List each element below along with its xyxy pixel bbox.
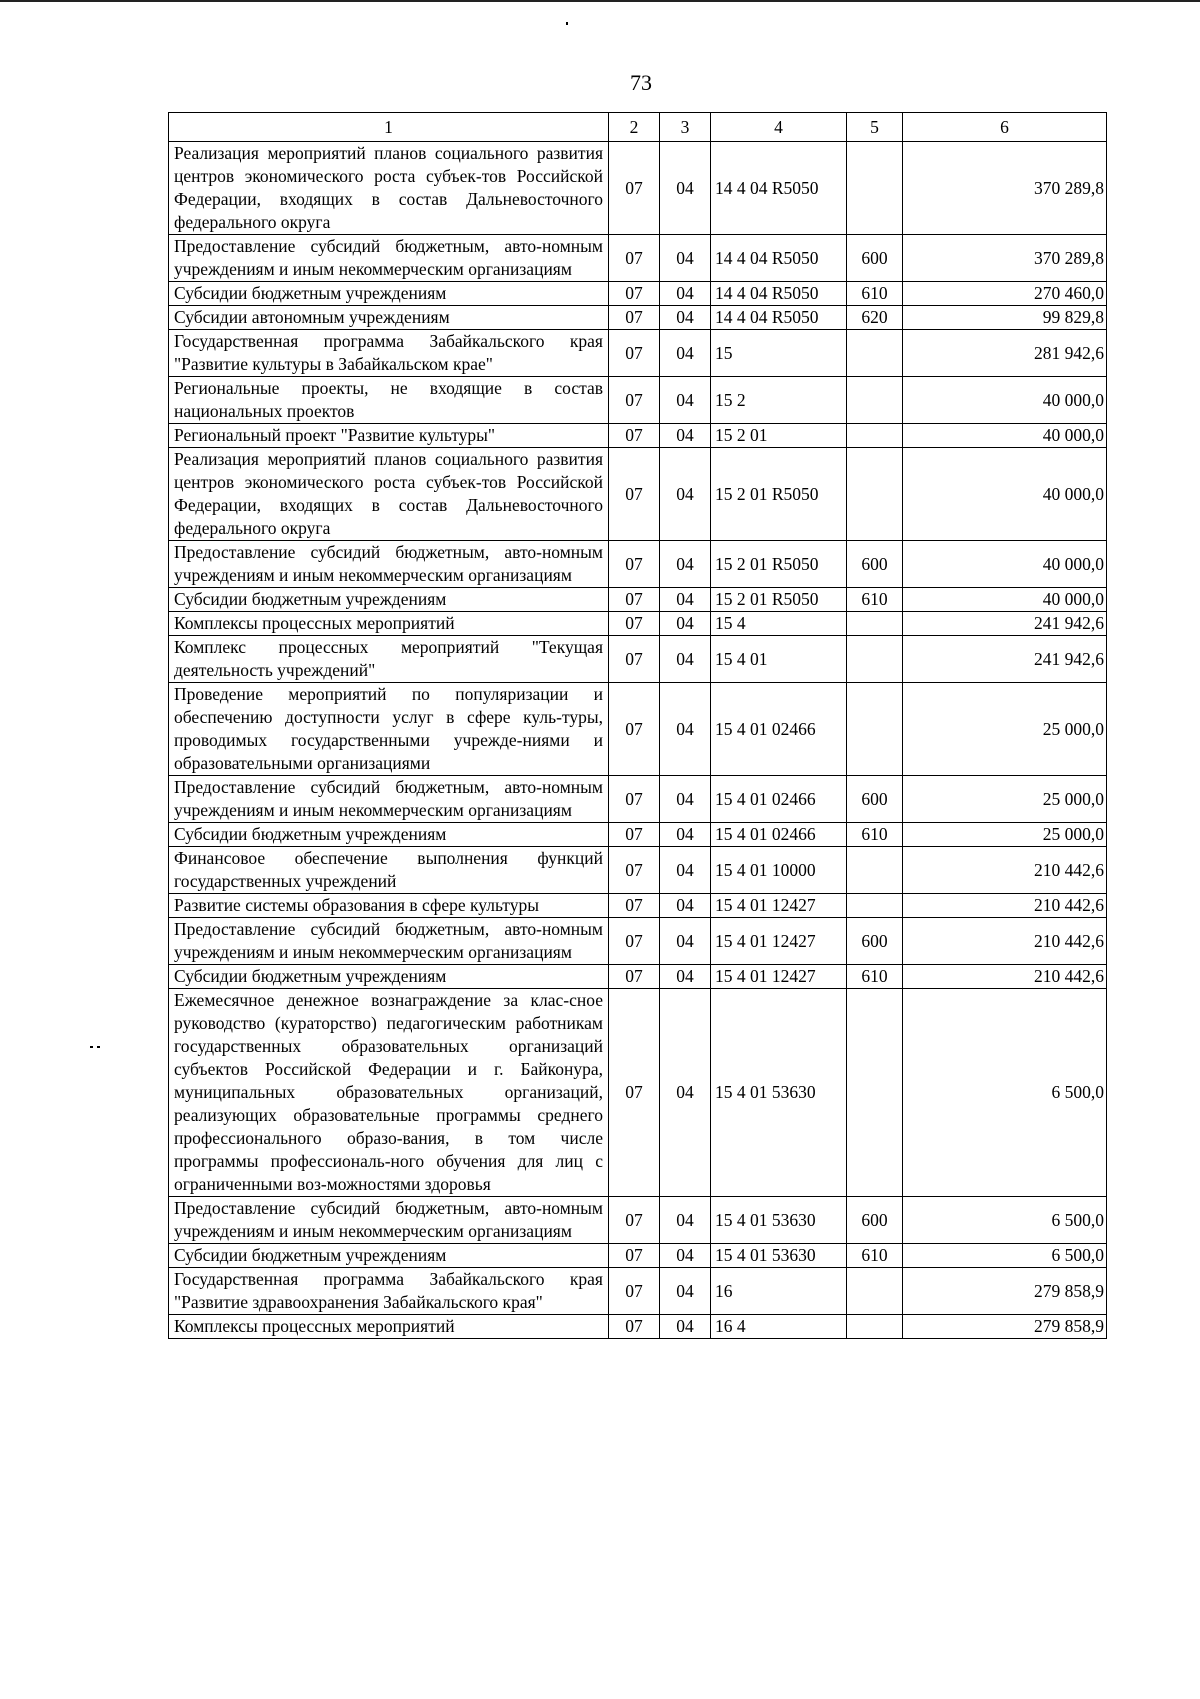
row-section-cell: 07 [609,142,660,235]
row-expense-type-cell: 610 [847,1244,903,1268]
row-section-cell: 07 [609,847,660,894]
row-target-article-cell: 15 [711,330,847,377]
row-target-article-cell: 15 2 01 [711,424,847,448]
scan-speck [90,1046,93,1048]
row-target-article-cell: 15 4 01 10000 [711,847,847,894]
table-row [169,377,1107,424]
row-subsection-cell: 04 [660,612,711,636]
row-expense-type-cell: 610 [847,282,903,306]
row-target-article-cell: 15 4 [711,612,847,636]
row-subsection-cell: 04 [660,142,711,235]
row-subsection-cell: 04 [660,377,711,424]
row-expense-type-cell: 610 [847,965,903,989]
row-section-cell: 07 [609,330,660,377]
row-section-cell: 07 [609,424,660,448]
row-section-cell: 07 [609,1268,660,1315]
row-amount-cell: 40 000,0 [903,588,1107,612]
row-target-article-cell: 15 4 01 53630 [711,989,847,1197]
row-amount-cell: 370 289,8 [903,142,1107,235]
table-row [169,306,1107,330]
row-section-cell: 07 [609,588,660,612]
row-amount-cell: 270 460,0 [903,282,1107,306]
row-amount-cell: 210 442,6 [903,965,1107,989]
row-name-cell: Комплексы процессных мероприятий [169,612,609,636]
row-amount-cell: 210 442,6 [903,847,1107,894]
row-target-article-cell: 14 4 04 R5050 [711,142,847,235]
row-name-cell: Региональные проекты, не входящие в состав национальных проектов [169,377,609,424]
row-target-article-cell: 16 4 [711,1315,847,1339]
row-name-cell: Финансовое обеспечение выполнения функций государственных учреждений [169,847,609,894]
row-expense-type-cell [847,612,903,636]
row-subsection-cell: 04 [660,847,711,894]
row-amount-cell: 6 500,0 [903,1244,1107,1268]
header-col-1: 1 [169,113,609,142]
row-section-cell: 07 [609,1244,660,1268]
row-subsection-cell: 04 [660,1197,711,1244]
row-subsection-cell: 04 [660,541,711,588]
row-target-article-cell: 15 4 01 12427 [711,894,847,918]
row-name-cell: Субсидии автономным учреждениям [169,306,609,330]
row-section-cell: 07 [609,823,660,847]
row-amount-cell: 241 942,6 [903,636,1107,683]
row-target-article-cell: 14 4 04 R5050 [711,235,847,282]
header-col-3: 3 [660,113,711,142]
table-body [169,142,1107,1339]
row-subsection-cell: 04 [660,823,711,847]
row-section-cell: 07 [609,776,660,823]
row-subsection-cell: 04 [660,424,711,448]
row-name-cell: Субсидии бюджетным учреждениям [169,823,609,847]
row-amount-cell: 370 289,8 [903,235,1107,282]
row-target-article-cell: 15 2 [711,377,847,424]
row-section-cell: 07 [609,377,660,424]
row-expense-type-cell [847,330,903,377]
row-name-cell: Субсидии бюджетным учреждениям [169,965,609,989]
table-row [169,1268,1107,1315]
budget-table [168,112,1107,1339]
table-row [169,989,1107,1197]
row-name-cell: Субсидии бюджетным учреждениям [169,1244,609,1268]
row-section-cell: 07 [609,894,660,918]
row-name-cell: Предоставление субсидий бюджетным, авто-номным учреждениям и иным некоммерческим организациям [169,918,609,965]
table-row [169,918,1107,965]
row-name-cell: Предоставление субсидий бюджетным, авто-номным учреждениям и иным некоммерческим организациям [169,235,609,282]
row-subsection-cell: 04 [660,235,711,282]
row-subsection-cell: 04 [660,776,711,823]
row-amount-cell: 25 000,0 [903,823,1107,847]
table-row [169,541,1107,588]
table-row [169,965,1107,989]
row-section-cell: 07 [609,1315,660,1339]
row-target-article-cell: 14 4 04 R5050 [711,282,847,306]
row-target-article-cell: 15 4 01 12427 [711,918,847,965]
row-section-cell: 07 [609,636,660,683]
row-amount-cell: 40 000,0 [903,448,1107,541]
row-expense-type-cell: 600 [847,918,903,965]
row-name-cell: Предоставление субсидий бюджетным, авто-номным учреждениям и иным некоммерческим организациям [169,776,609,823]
table-row [169,894,1107,918]
row-target-article-cell: 15 2 01 R5050 [711,541,847,588]
table-row [169,330,1107,377]
table-row [169,588,1107,612]
row-name-cell: Субсидии бюджетным учреждениям [169,282,609,306]
row-name-cell: Реализация мероприятий планов социального развития центров экономического роста субъек-тов Российской Федерации, входящих в состав Дальневосточного федерального округа [169,448,609,541]
row-name-cell: Предоставление субсидий бюджетным, авто-номным учреждениям и иным некоммерческим организациям [169,541,609,588]
row-expense-type-cell [847,424,903,448]
row-expense-type-cell [847,1315,903,1339]
scan-speck [97,1046,100,1048]
scan-top-edge [0,0,1200,2]
row-target-article-cell: 15 4 01 [711,636,847,683]
row-amount-cell: 40 000,0 [903,541,1107,588]
row-target-article-cell: 15 4 01 53630 [711,1244,847,1268]
row-amount-cell: 281 942,6 [903,330,1107,377]
row-subsection-cell: 04 [660,330,711,377]
row-amount-cell: 279 858,9 [903,1315,1107,1339]
row-target-article-cell: 15 4 01 02466 [711,776,847,823]
row-name-cell: Региональный проект "Развитие культуры" [169,424,609,448]
row-expense-type-cell: 610 [847,588,903,612]
row-expense-type-cell [847,636,903,683]
row-target-article-cell: 15 4 01 02466 [711,823,847,847]
row-target-article-cell: 15 2 01 R5050 [711,588,847,612]
row-expense-type-cell: 600 [847,235,903,282]
row-target-article-cell: 15 4 01 12427 [711,965,847,989]
row-expense-type-cell: 600 [847,1197,903,1244]
table-row [169,683,1107,776]
row-amount-cell: 279 858,9 [903,1268,1107,1315]
row-subsection-cell: 04 [660,588,711,612]
row-subsection-cell: 04 [660,1268,711,1315]
table-row [169,636,1107,683]
row-name-cell: Комплексы процессных мероприятий [169,1315,609,1339]
row-section-cell: 07 [609,612,660,636]
table-row [169,847,1107,894]
row-subsection-cell: 04 [660,1244,711,1268]
row-name-cell: Предоставление субсидий бюджетным, авто-номным учреждениям и иным некоммерческим организациям [169,1197,609,1244]
row-subsection-cell: 04 [660,282,711,306]
table-row [169,142,1107,235]
header-col-6: 6 [903,113,1107,142]
row-subsection-cell: 04 [660,1315,711,1339]
row-subsection-cell: 04 [660,306,711,330]
row-amount-cell: 241 942,6 [903,612,1107,636]
row-section-cell: 07 [609,306,660,330]
row-amount-cell: 25 000,0 [903,683,1107,776]
row-name-cell: Развитие системы образования в сфере культуры [169,894,609,918]
row-subsection-cell: 04 [660,989,711,1197]
row-subsection-cell: 04 [660,636,711,683]
row-section-cell: 07 [609,541,660,588]
row-amount-cell: 40 000,0 [903,377,1107,424]
row-amount-cell: 40 000,0 [903,424,1107,448]
table-row [169,282,1107,306]
row-section-cell: 07 [609,918,660,965]
row-name-cell: Субсидии бюджетным учреждениям [169,588,609,612]
table-row [169,1197,1107,1244]
row-expense-type-cell [847,989,903,1197]
row-expense-type-cell [847,142,903,235]
row-expense-type-cell: 620 [847,306,903,330]
row-expense-type-cell [847,1268,903,1315]
row-amount-cell: 210 442,6 [903,918,1107,965]
row-target-article-cell: 14 4 04 R5050 [711,306,847,330]
table-row [169,1315,1107,1339]
row-name-cell: Проведение мероприятий по популяризации и обеспечению доступности услуг в сфере куль-туры, проводимых государственными учрежде-ниями и образовательными организациями [169,683,609,776]
row-expense-type-cell: 600 [847,776,903,823]
row-target-article-cell: 15 2 01 R5050 [711,448,847,541]
row-expense-type-cell: 600 [847,541,903,588]
row-amount-cell: 6 500,0 [903,989,1107,1197]
table-row [169,1244,1107,1268]
row-target-article-cell: 15 4 01 02466 [711,683,847,776]
header-col-5: 5 [847,113,903,142]
row-section-cell: 07 [609,989,660,1197]
scan-speck [566,22,568,25]
row-name-cell: Государственная программа Забайкальского края "Развитие здравоохранения Забайкальского края" [169,1268,609,1315]
budget-table-container [168,112,1106,1339]
page-number: 73 [630,70,652,95]
row-amount-cell: 210 442,6 [903,894,1107,918]
row-name-cell: Реализация мероприятий планов социального развития центров экономического роста субъек-тов Российской Федерации, входящих в состав Дальневосточного федерального округа [169,142,609,235]
row-subsection-cell: 04 [660,918,711,965]
row-target-article-cell: 15 4 01 53630 [711,1197,847,1244]
row-section-cell: 07 [609,1197,660,1244]
row-section-cell: 07 [609,965,660,989]
table-header-row [169,113,1107,142]
table-row [169,424,1107,448]
row-section-cell: 07 [609,282,660,306]
table-row [169,235,1107,282]
header-col-4: 4 [711,113,847,142]
row-subsection-cell: 04 [660,683,711,776]
row-expense-type-cell [847,847,903,894]
row-expense-type-cell [847,377,903,424]
row-expense-type-cell: 610 [847,823,903,847]
row-subsection-cell: 04 [660,448,711,541]
row-expense-type-cell [847,683,903,776]
row-amount-cell: 99 829,8 [903,306,1107,330]
header-col-2: 2 [609,113,660,142]
row-subsection-cell: 04 [660,894,711,918]
row-expense-type-cell [847,894,903,918]
table-row [169,448,1107,541]
row-target-article-cell: 16 [711,1268,847,1315]
table-row [169,612,1107,636]
row-name-cell: Государственная программа Забайкальского края "Развитие культуры в Забайкальском крае" [169,330,609,377]
row-subsection-cell: 04 [660,965,711,989]
table-row [169,823,1107,847]
row-section-cell: 07 [609,235,660,282]
table-row [169,776,1107,823]
row-section-cell: 07 [609,683,660,776]
row-section-cell: 07 [609,448,660,541]
row-expense-type-cell [847,448,903,541]
row-name-cell: Ежемесячное денежное вознаграждение за клас-сное руководство (кураторство) педагогическим работникам государственных образовательных организаций субъектов Российской Федерации и г. Байконура, муниципальных образовательных организаций, реализующих образовательные программы среднего профессионального образо-вания, в том числе программы профессиональ-ного обучения для лиц с ограниченными воз-можностями здоровья [169,989,609,1197]
row-amount-cell: 6 500,0 [903,1197,1107,1244]
row-name-cell: Комплекс процессных мероприятий "Текущая деятельность учреждений" [169,636,609,683]
row-amount-cell: 25 000,0 [903,776,1107,823]
